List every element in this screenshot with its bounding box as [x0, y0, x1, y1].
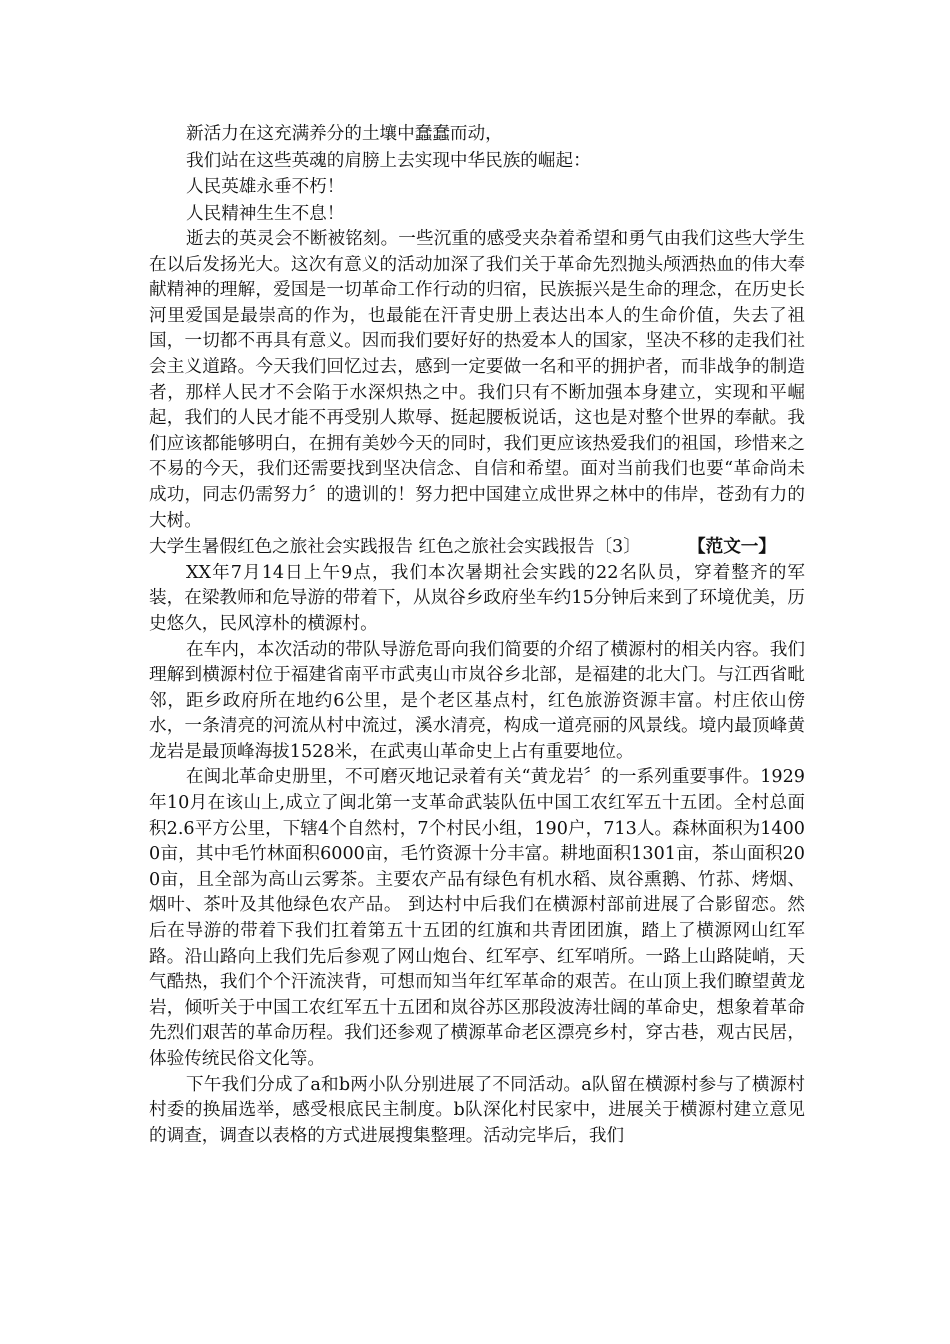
poem-line: 我们站在这些英魂的肩膀上去实现中华民族的崛起：	[186, 150, 591, 171]
section-heading	[149, 534, 805, 561]
section-heading-tag: 【范文一】	[696, 536, 776, 558]
poem-line: 人民精神生生不息！	[186, 203, 345, 224]
section-heading-title: 大学生暑假红色之旅社会实践报告 红色之旅社会实践报告〔3〕	[149, 537, 641, 558]
body-paragraph: 在车内，本次活动的带队导游危哥向我们简要的介绍了横源村的相关内容。我们理解到横源村位于福建省南平市武夷山市岚谷乡北部，是福建的北大门。与江西省毗邻，距乡政府所在地约6公里，是个老区基点村，红色旅游资源丰富。村庄依山傍水，一条清亮的河流从村中流过，溪水清亮，构成一道亮丽的风景线。境内最顶峰黄龙岩是最顶峰海拔1528米，在武夷山革命史上占有重要地位。	[149, 639, 805, 762]
document-body	[149, 121, 805, 1149]
poem-line: 人民英雄永垂不朽！	[186, 177, 345, 197]
poem-block	[149, 121, 805, 227]
body-paragraph: XX年7月14日上午9点，我们本次暑期社会实践的22名队员，穿着整齐的军装，在梁教师和危导游的带着下，从岚谷乡政府坐车约15分钟后来到了环境优美，历史悠久，民风淳朴的横源村。	[149, 562, 805, 634]
body-paragraph: 下午我们分成了a和b两小队分别进展了不同活动。a队留在横源村参与了横源村村委的换届选举，感受根底民主制度。b队深化村民家中，进展关于横源村建立意见的调查，调查以表格的方式进展搜集整理。活动完毕后，我们	[149, 1074, 805, 1146]
body-paragraph: 在闽北革命史册里，不可磨灭地记录着有关“黄龙岩〞的一系列重要事件。1929年10月在该山上,成立了闽北第一支革命武装队伍中国工农红军五十五团。全村总面积2.6平方公里，下辖4个自然村，7个村民小组，190户，713人。森林面积为14000亩，其中毛竹林面积6000亩，毛竹资源十分丰富。耕地面积1301亩，茶山面积200亩，且全部为高山云雾茶。主要农产品有绿色有机水稻、岚谷熏鹅、竹荪、烤烟、烟叶、茶叶及其他绿色农产品。 到达村中后我们在横源村部前进展了合影留恋。然后在导游的带着下我们扛着第五十五团的红旗和共青团团旗，踏上了横源网山红军路。沿山路向上我们先后参观了网山炮台、红军亭、红军哨所。一路上山路陡峭，天气酷热，我们个个汗流浃背，可想而知当年红军革命的艰苦。在山顶上我们瞭望黄龙岩，倾听关于中国工农红军五十五团和岚谷苏区那段波涛壮阔的革命史，想象着革命先烈们艰苦的革命历程。我们还参观了横源革命老区漂亮乡村，穿古巷，观古民居，体验传统民俗文化等。	[149, 767, 805, 1069]
poem-line: 新活力在这充满养分的土壤中蠢蠢而动，	[186, 124, 503, 144]
body-paragraph: 逝去的英灵会不断被铭刻。一些沉重的感受夹杂着希望和勇气由我们这些大学生在以后发扬光大。这次有意义的活动加深了我们关于革命先烈抛头颅洒热血的伟大奉献精神的理解，爱国是一切革命工作行动的归宿，民族振兴是生命的理念，在历史长河里爱国是最崇高的作为，也最能在汗青史册上表达出本人的生命价值，失去了祖国，一切都不再具有意义。因而我们要好好的热爱本人的国家，坚决不移的走我们社会主义道路。今天我们回忆过去，感到一定要做一名和平的拥护者，而非战争的制造者，那样人民才不会陷于水深炽热之中。我们只有不断加强本身建立，实现和平崛起，我们的人民才能不再受别人欺辱、挺起腰板说话，这也是对整个世界的奉献。我们应该都能够明白，在拥有美妙今天的同时，我们更应该热爱我们的祖国，珍惜来之不易的今天，我们还需要找到坚决信念、自信和希望。面对当前我们也要“革命尚未成功，同志仍需努力〞的遗训的！努力把中国建立成世界之林中的伟岸，苍劲有力的大树。	[149, 229, 805, 531]
